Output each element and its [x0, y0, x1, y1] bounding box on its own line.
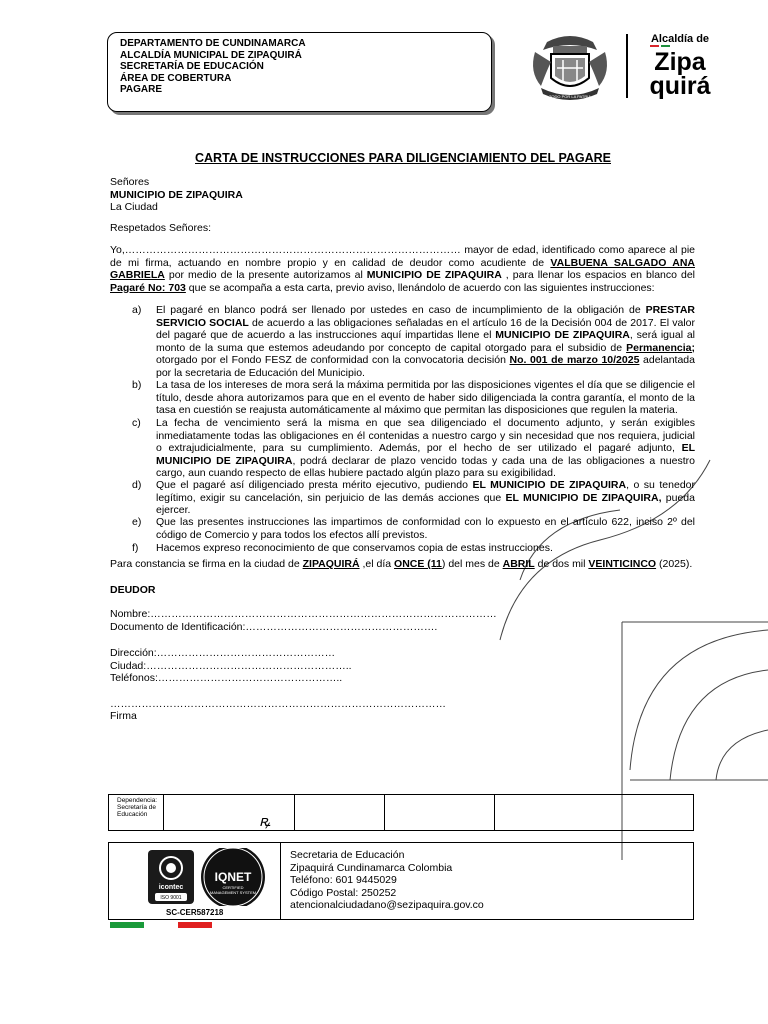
certification-logos	[148, 848, 268, 906]
logo-line-1: Zipa	[654, 48, 706, 76]
header-divider	[626, 34, 628, 98]
contact-email[interactable]: atencionalciudadano@sezipaquira.gov.co	[290, 899, 484, 911]
firma-line: ……………………………………………………………………………………	[110, 698, 446, 710]
certificate-code: SC-CER587218	[166, 908, 224, 917]
contact-line: Secretaria de Educación	[290, 849, 405, 861]
salutation-municipio: MUNICIPIO DE ZIPAQUIRA	[110, 189, 243, 201]
header-box	[107, 32, 492, 112]
green-flag-bar	[110, 922, 144, 928]
header-line: ÁREA DE COBERTURA	[120, 72, 232, 84]
salutation-respetados: Respetados Señores:	[110, 222, 211, 234]
list-item: a) El pagaré en blanco podrá ser llenado por ustedes en caso de incumplimiento de la obligación de PRESTAR SERVICIO SOCIAL de acuerdo a las obligaciones señaladas en el artículo 16 de la Decisión 004 de 2017. El valor del pagaré que de acuerdo a las instrucciones aquí impartidas llene el MUNICIPIO DE ZIPAQUIRA, será igual al monto de la suma que estemos adeudando por concepto de capital otorgado para el subsidio de Permanencia; otorgado por el Fondo FESZ de conformidad con la convocatoria decisión No. 001 de marzo 10/2025 adelantada por la secretaria de Educación del Municipio.	[132, 304, 696, 379]
intro-paragraph: Yo,…………………………………………………………………………………… mayor de edad, identificado como aparece al pie de mi firma, actuando en nombre propio y en calidad de deudor como acudiente de VALBUENA SALGADO ANA GABRIELA por medio de la presente autorizamos al MUNICIPIO DE ZIPAQUIRA , para llenar los espacios en blanco del Pagaré No: 703 que se acompaña a esta carta, previo aviso, llenándolo de acuerdo con las siguientes instrucciones:	[110, 244, 695, 294]
list-item: f) Hacemos expreso reconocimiento de que conservamos copia de estas instrucciones.	[132, 542, 553, 554]
contact-line: Zipaquirá Cundinamarca Colombia	[290, 861, 453, 874]
zipaquira-logo	[640, 30, 720, 100]
logo-line-2: quirá	[649, 72, 711, 100]
handwritten-initials: ꝶ	[259, 813, 271, 830]
header-line: SECRETARÍA DE EDUCACIÓN	[120, 61, 264, 72]
salutation-senores: Señores	[110, 176, 150, 188]
logo-top-text: Alcaldía de	[650, 33, 710, 45]
svg-text:MANAGEMENT SYSTEM: MANAGEMENT SYSTEM	[209, 890, 257, 895]
coat-of-arms-seal	[527, 32, 613, 102]
footer-cell	[385, 795, 495, 830]
red-flag-bar	[178, 922, 212, 928]
student-name: VALBUENA SALGADO ANA GABRIELA	[110, 256, 695, 281]
footer-cell	[295, 795, 385, 830]
salutation-ciudad: La Ciudad	[110, 201, 158, 213]
documento-field: Documento de Identificación:……………………………………………….	[110, 621, 438, 633]
icontec-text: icontec	[158, 884, 184, 891]
header-line: PAGARE	[120, 84, 163, 95]
nombre-field: Nombre:………………………………………………………………………………………	[110, 608, 497, 620]
svg-text:CERTIFIED: CERTIFIED	[222, 885, 244, 890]
dependencia-cell: Dependencia: Secretaría de Educación	[109, 795, 164, 830]
intro-municipio: MUNICIPIO DE ZIPAQUIRA	[366, 269, 502, 281]
firma-label: Firma	[110, 710, 137, 722]
list-item: e) Que las presentes instrucciones las impartimos de conformidad con lo expuesto en el artículo 622, inciso 2º del código de Comercio y para todos los efectos allí previstos.	[132, 516, 695, 541]
footer-table	[108, 794, 694, 831]
header-line: DEPARTAMENTO DE CUNDINAMARCA	[120, 38, 306, 49]
deudor-heading: DEUDOR	[110, 584, 156, 596]
ciudad-field: Ciudad:…………………………………………………..	[110, 660, 352, 672]
contact-info	[290, 849, 484, 912]
pagare-number: Pagaré No: 703	[110, 281, 186, 294]
direccion-field: Dirección:……………………………………………	[110, 647, 336, 659]
list-item: c) La fecha de vencimiento será la misma en que sea diligenciado el documento adjunto, y serán exigibles inmediatamente todas las obligaciones en él contenidas a nuestro cargo y sin necesidad que nos requiera, judicial o extrajudicialmente, para su cumplimiento. Además, por el hecho de ser utilizado el pagaré adjunto, EL MUNICIPIO DE ZIPAQUIRA, podrá declarar de plazo vencido todas y cada una de las obligaciones a nuestro cargo, aun cuando respecto de ellas hubiere pactado algún plazo para su exigibilidad.	[132, 417, 695, 479]
initials-cell	[164, 795, 295, 830]
seal-text: TODO POR LA PATRIA	[548, 94, 592, 99]
contact-line: Código Postal: 250252	[290, 886, 397, 899]
header-line: ALCALDÍA MUNICIPAL DE ZIPAQUIRÁ	[120, 49, 302, 61]
closing-sentence: Para constancia se firma en la ciudad de ZIPAQUIRÁ ,el día ONCE (11) del mes de ABRIL de dos mil VEINTICINCO (2025).	[110, 558, 693, 570]
list-item: b) La tasa de los intereses de mora será la máxima permitida por las disposiciones vigentes el día que se diligencie el título, desde ahora autorizamos para que en el evento de haber sido diligenciada la contra garantía, el monto de la tasa en cuestión se reajusta automáticamente al máximo que permitan las disposiciones que regulen la materia.	[132, 379, 695, 416]
list-item: d) Que el pagaré así diligenciado presta mérito ejecutivo, pudiendo EL MUNICIPIO DE ZIPAQUIRA, o su tenedor legítimo, exigir su cancelación, sin perjuicio de las demás acciones que EL MUNICIPIO DE ZIPAQUIRA, pueda ejercer.	[132, 479, 695, 516]
iso-text: ISO 9001	[160, 895, 182, 901]
footer-box-divider	[280, 842, 281, 920]
iqnet-text: IQNET	[214, 870, 252, 884]
contact-line: Teléfono: 601 9445029	[290, 874, 397, 886]
document-title: CARTA DE INSTRUCCIONES PARA DILIGENCIAMIENTO DEL PAGARE	[195, 151, 611, 165]
telefonos-field: Teléfonos:……………………………………………..	[110, 672, 343, 684]
